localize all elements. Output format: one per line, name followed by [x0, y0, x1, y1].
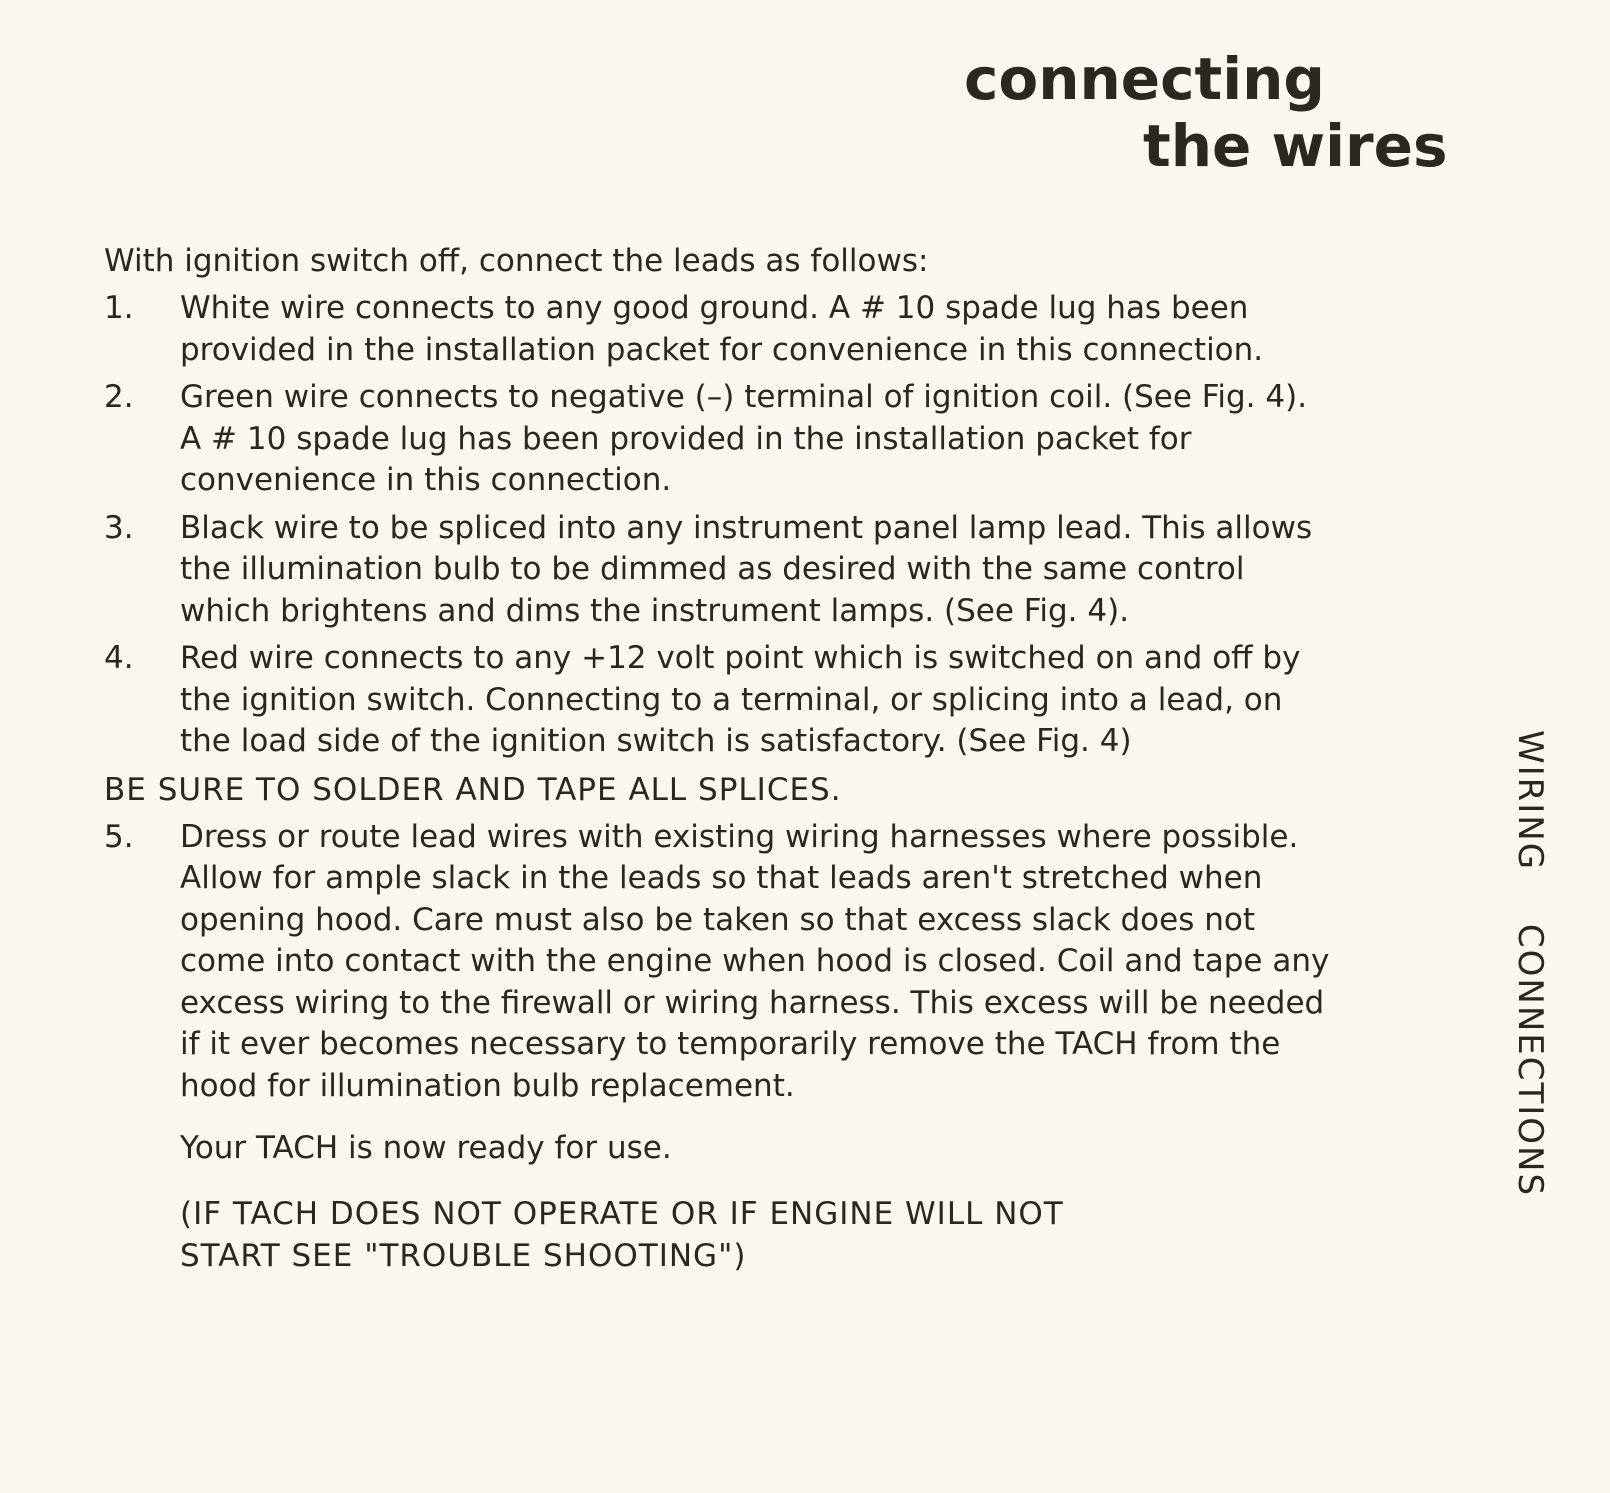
instructions-body — [104, 240, 1404, 1277]
item-number: 4. — [104, 640, 134, 676]
item-number: 2. — [104, 379, 134, 415]
item-text: White wire connects to any good ground. A # 10 spade lug has been provided in the installation packet for convenience in this connection. — [180, 290, 1264, 368]
item-text: Green wire connects to negative (–) terminal of ignition coil. (See Fig. 4). A # 10 spade lug has been provided in the installation packet for convenience in this connection. — [180, 379, 1308, 498]
item-text: Black wire to be spliced into any instrument panel lamp lead. This allows the illumination bulb to be dimmed as desired with the same control which brightens and dims the instrument lamps. (See Fig. 4). — [180, 509, 1313, 629]
page-title-line-2: the wires — [1143, 112, 1448, 180]
list-item — [104, 508, 1404, 633]
list-item — [104, 377, 1404, 502]
solder-notice: BE SURE TO SOLDER AND TAPE ALL SPLICES. — [104, 771, 842, 808]
ready-text: Your TACH is now ready for use. — [180, 1130, 672, 1166]
intro-text: With ignition switch off, connect the leads as follows: — [104, 243, 929, 279]
item-text: Red wire connects to any +12 volt point which is switched on and off by the ignition switch. Connecting to a terminal, or splicing into a lead, on the load side of the ignition switch is satisfactory. (See Fig. 4) — [180, 640, 1301, 759]
list-item — [104, 638, 1404, 763]
item-number: 3. — [104, 509, 134, 546]
item-number: 1. — [104, 290, 134, 326]
list-item — [104, 288, 1404, 371]
item-text: Dress or route lead wires with existing wiring harnesses where possible. Allow for ample slack in the leads so that leads aren't stretched when opening hood. Care must also be taken so that excess slack does not come into contact with the engine when hood is closed. Coil and tape any excess wiring to the firewall or wiring harness. This excess will be needed if it ever becomes necessary to temporarily remove the TACH from the hood for illumination bulb replacement. — [180, 818, 1330, 1104]
section-side-tab: WIRING CONNECTIONS — [1510, 730, 1550, 1198]
page-title-line-1: connecting — [964, 45, 1325, 113]
item-number: 5. — [104, 818, 134, 855]
troubleshooting-note: (IF TACH DOES NOT OPERATE OR IF ENGINE WILL NOT START SEE "TROUBLE SHOOTING") — [180, 1196, 1064, 1274]
list-item — [104, 817, 1404, 1108]
